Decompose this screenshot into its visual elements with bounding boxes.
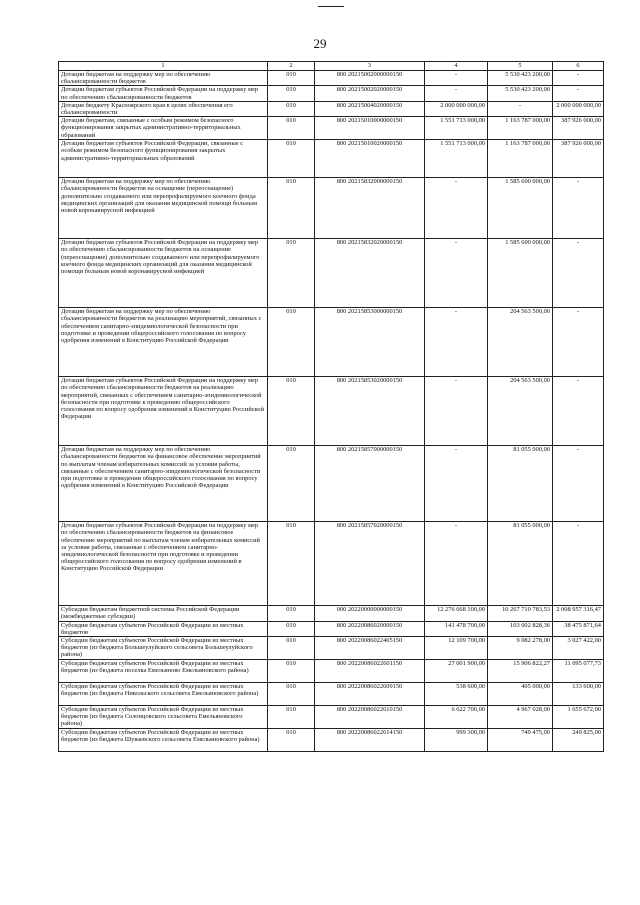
row-value-col6: 2 000 000 000,00 (553, 101, 604, 116)
row-value-col6: - (553, 178, 604, 239)
row-code-cell: 010 (268, 637, 315, 660)
row-value-col6: - (553, 308, 604, 377)
row-value-col6: 387 926 000,00 (553, 117, 604, 140)
row-value-col4: - (425, 178, 488, 239)
row-value-col6: 38 475 871,64 (553, 621, 604, 636)
row-kbk-cell: 800 20220086022610150 (315, 706, 425, 729)
row-code-cell: 010 (268, 522, 315, 606)
row-value-col5: 1 163 787 000,00 (488, 117, 553, 140)
row-value-col4: 6 622 700,00 (425, 706, 488, 729)
row-code-cell: 010 (268, 308, 315, 377)
row-value-col5: 81 055 000,00 (488, 522, 553, 606)
table-row (59, 71, 604, 86)
row-value-col4: 1 551 713 000,00 (425, 140, 488, 178)
table-row (59, 377, 604, 446)
row-value-col4: - (425, 522, 488, 606)
row-value-col4: - (425, 446, 488, 522)
row-kbk-cell: 800 20215832000000150 (315, 178, 425, 239)
table-header-row (59, 62, 604, 71)
top-rule (318, 6, 344, 7)
row-value-col5: 103 002 828,36 (488, 621, 553, 636)
table-row (59, 101, 604, 116)
table-row (59, 446, 604, 522)
row-value-col5: 204 563 500,00 (488, 377, 553, 446)
table-row (59, 706, 604, 729)
column-header: 4 (425, 62, 488, 71)
row-kbk-cell: 800 20215002020000150 (315, 86, 425, 101)
row-name-cell: Дотации бюджетам субъектов Российской Федерации на поддержку мер по обеспечению сбалансированности бюджетов на реализацию мероприятий, связанных с обеспечением санитарно-эпидемиологической безопасности при подготовке к проведению общероссийского голосования по вопросу одобрения изменений в Конституцию Российской Федерации (59, 377, 268, 446)
row-code-cell: 010 (268, 117, 315, 140)
row-value-col4: 999 300,00 (425, 729, 488, 752)
row-name-cell: Субсидии бюджетам субъектов Российской Федерации из местных бюджетов (из бюджета Шуваевского сельсовета Емельяновского района) (59, 729, 268, 752)
row-kbk-cell: 800 20215857000000150 (315, 446, 425, 522)
row-kbk-cell: 800 20215010000000150 (315, 117, 425, 140)
row-code-cell: 010 (268, 140, 315, 178)
row-value-col5: 15 906 822,27 (488, 660, 553, 683)
table-row (59, 660, 604, 683)
row-kbk-cell: 800 20220086020000150 (315, 621, 425, 636)
row-name-cell: Дотации бюджетам субъектов Российской Федерации на поддержку мер по обеспечению сбалансированности бюджетов на оснащение (переоснащение) дополнительно создаваемого или перепрофилируемого коечного фонда медицинских организаций для оказания медицинской помощи больным новой коронавирусной инфекцией (59, 239, 268, 308)
row-code-cell: 010 (268, 729, 315, 752)
row-name-cell: Дотации бюджетам субъектов Российской Федерации на поддержку мер по обеспечению сбалансированности бюджетов (59, 86, 268, 101)
row-name-cell: Субсидии бюджетам субъектов Российской Федерации из местных бюджетов (из бюджета Солонцовского сельсовета Емельяновского района) (59, 706, 268, 729)
row-value-col6: - (553, 377, 604, 446)
row-name-cell: Дотации бюджетам на поддержку мер по обеспечению сбалансированности бюджетов на финансовое обеспечение мероприятий по выплатам членам избирательных комиссий за условия работы, связанные с обеспечением санитарно-эпидемиологической безопасности при подготовке и проведении общероссийского голосования по вопросу одобрения изменений в Конституцию Российской Федерации (59, 446, 268, 522)
table-row (59, 140, 604, 178)
row-kbk-cell: 800 20220086022614150 (315, 729, 425, 752)
row-name-cell: Субсидии бюджетам субъектов Российской Федерации из местных бюджетов (из бюджета поселка Емельяново Емельяновского района) (59, 660, 268, 683)
row-value-col5: 405 000,00 (488, 683, 553, 706)
row-kbk-cell: 800 20215002000000150 (315, 71, 425, 86)
row-kbk-cell: 000 20220000000000150 (315, 606, 425, 621)
row-value-col6: - (553, 239, 604, 308)
row-value-col4: - (425, 239, 488, 308)
row-value-col5: 1 585 600 000,00 (488, 239, 553, 308)
row-code-cell: 010 (268, 446, 315, 522)
row-name-cell: Дотации бюджетам на поддержку мер по обеспечению сбалансированности бюджетов (59, 71, 268, 86)
table-row (59, 729, 604, 752)
table-row (59, 522, 604, 606)
row-name-cell: Дотации бюджетам, связанные с особым режимом безопасного функционирования закрытых административно-территориальных образований (59, 117, 268, 140)
row-value-col5: - (488, 101, 553, 116)
row-value-col4: - (425, 308, 488, 377)
row-code-cell: 010 (268, 660, 315, 683)
page-number: 29 (313, 36, 327, 51)
row-value-col5: 749 475,00 (488, 729, 553, 752)
budget-table (58, 61, 604, 752)
row-code-cell: 010 (268, 239, 315, 308)
table-row (59, 606, 604, 621)
column-header: 1 (59, 62, 268, 71)
row-name-cell: Дотации бюджетам субъектов Российской Федерации, связанные с особым режимом безопасного функционирования закрытых административно-территориальных образований (59, 140, 268, 178)
row-value-col6: - (553, 522, 604, 606)
row-name-cell: Субсидии бюджетам субъектов Российской Федерации из местных бюджетов (59, 621, 268, 636)
row-value-col6: 249 825,00 (553, 729, 604, 752)
row-value-col6: - (553, 446, 604, 522)
table-row (59, 637, 604, 660)
row-value-col6: 1 655 672,00 (553, 706, 604, 729)
row-name-cell: Дотация бюджету Красноярского края в целях обеспечения его сбалансированности (59, 101, 268, 116)
row-kbk-cell: 800 20215857020000150 (315, 522, 425, 606)
row-value-col6: 387 926 000,00 (553, 140, 604, 178)
row-code-cell: 010 (268, 621, 315, 636)
row-value-col5: 1 585 600 000,00 (488, 178, 553, 239)
row-value-col4: 27 001 900,00 (425, 660, 488, 683)
row-value-col5: 81 055 000,00 (488, 446, 553, 522)
row-name-cell: Дотации бюджетам субъектов Российской Федерации на поддержку мер по обеспечению сбалансированности бюджетов на финансовое обеспечение мероприятий по выплатам членам избирательных комиссий за условия работы, связанные с обеспечением санитарно-эпидемиологической безопасности при подготовке и проведении общероссийского голосования по вопросу одобрения изменений в Конституцию Российской Федерации (59, 522, 268, 606)
column-header: 5 (488, 62, 553, 71)
table-body (59, 71, 604, 752)
row-code-cell: 010 (268, 606, 315, 621)
row-kbk-cell: 800 20215832020000150 (315, 239, 425, 308)
table-row (59, 683, 604, 706)
table-row (59, 621, 604, 636)
row-value-col4: - (425, 377, 488, 446)
row-value-col6: - (553, 86, 604, 101)
row-code-cell: 010 (268, 706, 315, 729)
row-value-col5: 10 267 710 783,53 (488, 606, 553, 621)
row-code-cell: 010 (268, 71, 315, 86)
column-header: 2 (268, 62, 315, 71)
row-value-col5: 1 163 787 000,00 (488, 140, 553, 178)
row-value-col6: - (553, 71, 604, 86)
column-header: 6 (553, 62, 604, 71)
row-value-col4: 141 478 700,00 (425, 621, 488, 636)
row-value-col4: - (425, 86, 488, 101)
row-value-col5: 4 967 028,00 (488, 706, 553, 729)
row-code-cell: 010 (268, 377, 315, 446)
row-name-cell: Дотации бюджетам на поддержку мер по обеспечению сбалансированности бюджетов на оснащение (переоснащение) дополнительно создаваемого или перепрофилируемого коечного фонда медицинских организаций для оказания медицинской помощи больным новой коронавирусной инфекцией (59, 178, 268, 239)
row-code-cell: 010 (268, 178, 315, 239)
row-kbk-cell: 800 20215853020000150 (315, 377, 425, 446)
row-kbk-cell: 800 20220086022601150 (315, 660, 425, 683)
row-value-col4: 12 109 700,00 (425, 637, 488, 660)
row-code-cell: 010 (268, 101, 315, 116)
row-value-col4: 2 000 000 000,00 (425, 101, 488, 116)
row-value-col4: 1 551 713 000,00 (425, 117, 488, 140)
table-row (59, 308, 604, 377)
row-name-cell: Субсидии бюджетам субъектов Российской Федерации из местных бюджетов (из бюджета Большеулуйского сельсовета Большеулуйского района) (59, 637, 268, 660)
row-name-cell: Субсидии бюджетам бюджетной системы Российской Федерации (межбюджетные субсидии) (59, 606, 268, 621)
row-value-col4: - (425, 71, 488, 86)
table-row (59, 239, 604, 308)
row-value-col6: 133 600,00 (553, 683, 604, 706)
row-kbk-cell: 800 20215010020000150 (315, 140, 425, 178)
row-value-col4: 12 276 668 100,00 (425, 606, 488, 621)
table-row (59, 117, 604, 140)
row-kbk-cell: 800 20215004020000150 (315, 101, 425, 116)
row-value-col5: 204 563 500,00 (488, 308, 553, 377)
row-value-col5: 5 530 423 200,00 (488, 71, 553, 86)
row-value-col6: 2 008 957 316,47 (553, 606, 604, 621)
row-name-cell: Дотации бюджетам на поддержку мер по обеспечению сбалансированности бюджетов на реализацию мероприятий, связанных с обеспечением санитарно-эпидемиологической безопасности при подготовке и проведении общероссийского голосования по вопросу одобрения изменений в Конституцию Российской Федерации (59, 308, 268, 377)
row-value-col6: 3 027 422,00 (553, 637, 604, 660)
column-header: 3 (315, 62, 425, 71)
row-kbk-cell: 800 20215853000000150 (315, 308, 425, 377)
row-code-cell: 010 (268, 683, 315, 706)
row-kbk-cell: 800 20220086022405150 (315, 637, 425, 660)
row-value-col4: 538 600,00 (425, 683, 488, 706)
row-value-col6: 11 095 077,73 (553, 660, 604, 683)
row-value-col5: 9 082 278,00 (488, 637, 553, 660)
row-code-cell: 010 (268, 86, 315, 101)
row-value-col5: 5 530 423 200,00 (488, 86, 553, 101)
row-name-cell: Субсидии бюджетам субъектов Российской Федерации из местных бюджетов (из бюджета Никольского сельсовета Емельяновского района) (59, 683, 268, 706)
table-row (59, 178, 604, 239)
table-row (59, 86, 604, 101)
row-kbk-cell: 800 20220086022609150 (315, 683, 425, 706)
